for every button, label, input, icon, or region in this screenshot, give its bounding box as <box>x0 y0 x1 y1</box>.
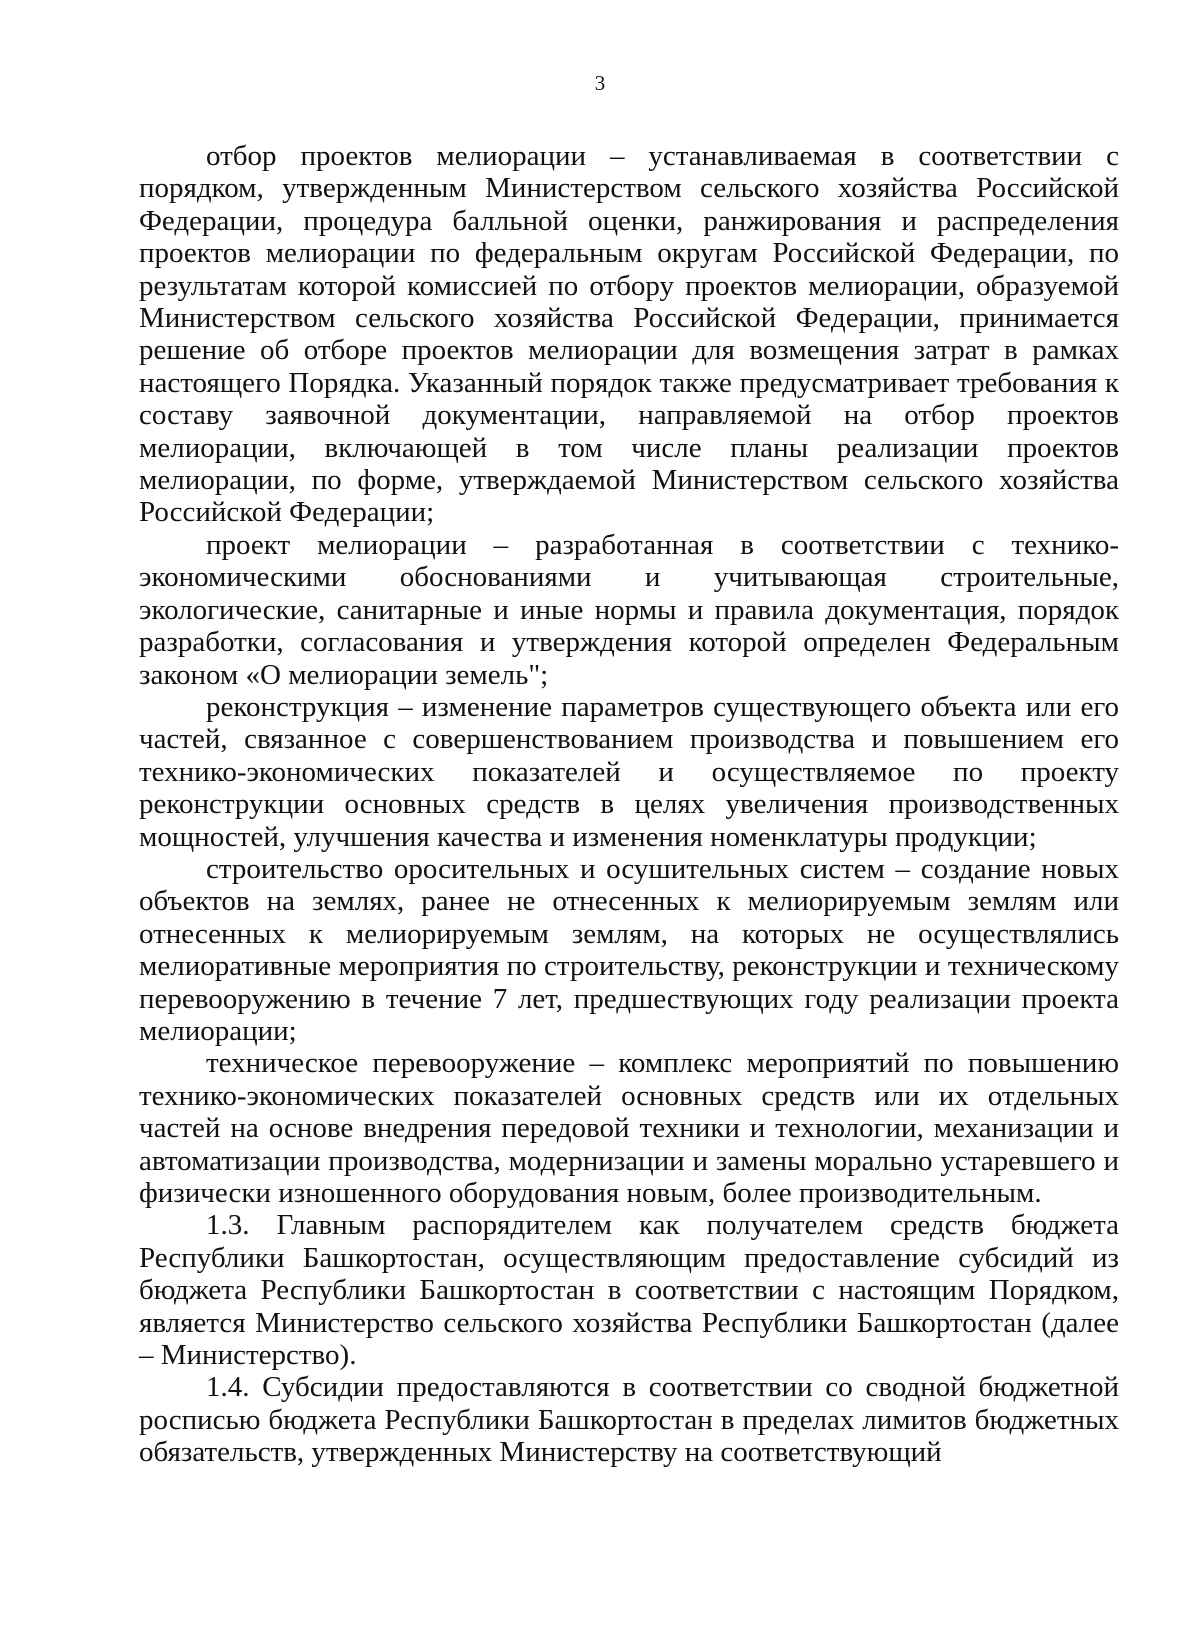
document-body <box>139 140 1119 1469</box>
page-number: 3 <box>594 71 606 95</box>
paragraph-technical-reequipment: техническое перевооружение – комплекс мероприятий по повышению технико-экономических показателей основных средств или их отдельных частей на основе внедрения передовой техники и технологии, механизации и автоматизации производства, модернизации и замены морально устаревшего и физически изношенного оборудования новым, более производительным. <box>139 1047 1119 1209</box>
paragraph-melioration-project: проект мелиорации – разработанная в соответствии с технико-экономическими обоснованиями и учитывающая строительные, экологические, санитарные и иные нормы и правила документация, порядок разработки, согласования и утверждения которой определен Федеральным законом «О мелиорации земель"; <box>139 528 1119 691</box>
paragraph-reconstruction: реконструкция – изменение параметров существующего объекта или его частей, связанное с совершенствованием производства и повышением его технико-экономических показателей и осуществляемое по проекту реконструкции основных средств в целях увеличения производственных мощностей, улучшения качества и изменения номенклатуры продукции; <box>139 690 1119 853</box>
paragraph-1-4-subsidies: 1.4. Субсидии предоставляются в соответствии со сводной бюджетной росписью бюджета Республики Башкортостан в пределах лимитов бюджетных обязательств, утвержденных Министерству на соответствующий <box>139 1371 1119 1469</box>
paragraph-melioration-project-selection: отбор проектов мелиорации – устанавливаемая в соответствии с порядком, утвержденным Министерством сельского хозяйства Российской Федерации, процедура балльной оценки, ранжирования и распределения проектов мелиорации по федеральным округам Российской Федерации, по результатам которой комиссией по отбору проектов мелиорации, образуемой Министерством сельского хозяйства Российской Федерации, принимается решение об отборе проектов мелиорации для возмещения затрат в рамках настоящего Порядка. Указанный порядок также предусматривает требования к составу заявочной документации, направляемой на отбор проектов мелиорации, включающей в том числе планы реализации проектов мелиорации, по форме, утверждаемой Министерством сельского хозяйства Российской Федерации; <box>139 140 1119 529</box>
paragraph-construction-of-systems: строительство оросительных и осушительных систем – создание новых объектов на землях, ранее не отнесенных к мелиорируемым землям или отнесенных к мелиорируемым землям, на которых не осуществлялись мелиоративные мероприятия по строительству, реконструкции и техническому перевооружению в течение 7 лет, предшествующих году реализации проекта мелиорации; <box>139 852 1119 1047</box>
paragraph-1-3-main-administrator: 1.3. Главным распорядителем как получателем средств бюджета Республики Башкортостан, осуществляющим предоставление субсидий из бюджета Республики Башкортостан в соответствии с настоящим Порядком, является Министерство сельского хозяйства Республики Башкортостан (далее – Министерство). <box>139 1209 1119 1372</box>
